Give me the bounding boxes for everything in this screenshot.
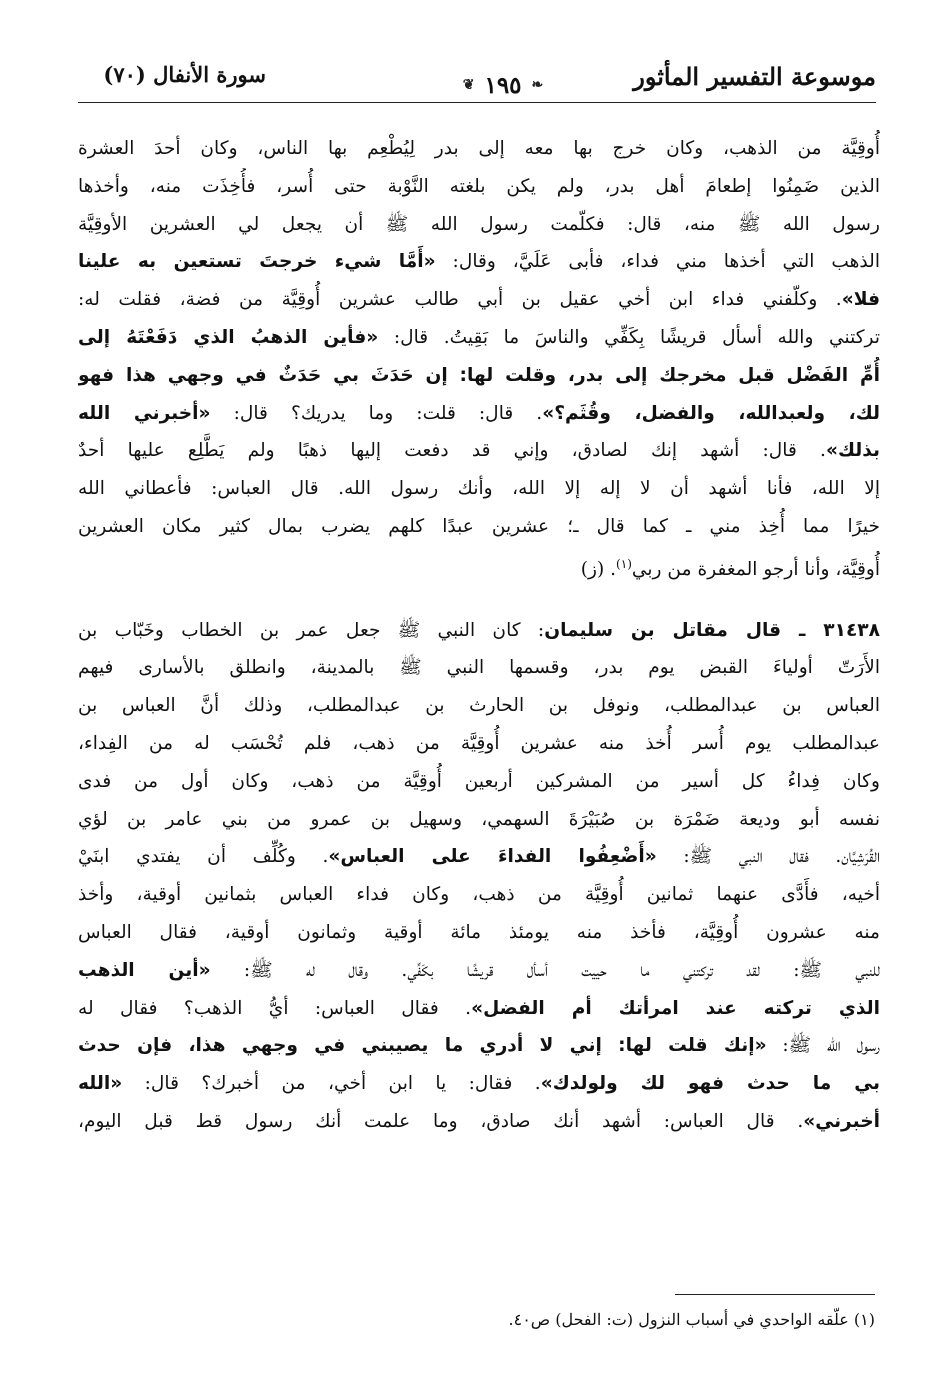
text-line: إلا الله، فأنا أشهد أن لا إله إلا الله، وأنك رسول الله. قال العباس: فأعطاني الله	[78, 478, 880, 500]
book-title: موسوعة التفسير المأثور	[633, 62, 876, 91]
hadith-quote: «فأين الذهبُ الذي دَفَعْتَهُ إلى	[78, 326, 379, 348]
hadith-quote: لك، ولعبدالله، والفضل، وقُثَم؟»	[542, 402, 880, 424]
text-line: منه عشرون أُوقِيَّة، فأخذ منه يومئذ مائة أوقية وثمانون أوقية، فقال العباس	[78, 921, 880, 943]
text-line: عبدالمطلب يوم أُسر أُخذ منه عشرين أُوقِيَّة من ذهب، فلم تُحْسَب له من الفِداء،	[78, 732, 880, 754]
text-line: الأَرَتّ أولياءَ القبض يوم بدر، وقسمها النبي ﷺ بالمدينة، وانطلق بالأسارى فيهم	[78, 657, 880, 679]
hadith-quote: «أَضْعِفُوا الفداءَ على العباس»	[328, 846, 657, 868]
entry-number-and-source: ٣١٤٣٨ ـ قال مقاتل بن سليمان	[544, 619, 880, 641]
footnote: (١) علّقه الواحدي في أسباب النزول (ت: الفحل) ص٤٠.	[508, 1310, 875, 1329]
text-line	[78, 357, 880, 395]
paragraph-2	[78, 612, 880, 1141]
surah-title: سورة الأنفال (٧٠)	[103, 62, 266, 87]
ornament-left-icon: ❦	[462, 77, 475, 93]
text-line: الذين ضَمِنُوا إطعامَ أهل بدر، ولم يكن بلغته النَّوْبة حتى أُسر، فأُخِذَت منه، وأخذها	[78, 175, 880, 197]
text-line: رسول الله ﷺ: «إنك قلت لها: إني لا أدري ما يصيبني في وجهي هذا، فإن حدث	[78, 1035, 880, 1057]
paragraph-1	[78, 130, 880, 584]
header-rule	[78, 102, 876, 103]
text-line: تركتني والله أسأل قريشًا بِكَفِّي والناسَ ما بَقِيتُ. قال: «فأين الذهبُ الذي دَفَعْتَهُ إلى	[78, 326, 880, 348]
text-line: رسول الله ﷺ منه، قال: فكلّمت رسول الله ﷺ أن يجعل لي العشرين الأوقِيَّة	[78, 213, 880, 235]
text-line: العباس بن عبدالمطلب، ونوفل بن الحارث بن عبدالمطلب، وذلك أنَّ العباس بن	[78, 695, 880, 717]
text-line: نفسه أبو وديعة ضَمْرَة بن صُبَيْرَةَ السهمي، وسهيل بن عمرو من بني عامر بن لؤي	[78, 808, 880, 830]
ornament-right-icon: ❧	[531, 77, 544, 93]
text-line: ٣١٤٣٨ ـ قال مقاتل بن سليمان: كان النبي ﷺ جعل عمر بن الخطاب وخَبّاب بن	[78, 619, 880, 641]
hadith-quote: «أخبرني الله	[78, 402, 211, 424]
hadith-quote: أُمِّ الفَضْل قبل مخرجك إلى بدر، وقلت لها: إن حَدَثَ بي حَدَثٌ في وجهي هذا فهو	[78, 364, 880, 386]
footnote-rule	[675, 1294, 875, 1295]
page-number-block	[433, 72, 573, 98]
text-line: الذي تركته عند امرأتك أم الفضل». فقال العباس: أيُّ الذهب؟ فقال له	[78, 997, 880, 1019]
text-line: وكان فِداءُ كل أسير من المشركين أربعين أُوقِيَّة من ذهب، وكان أول من فدى	[78, 770, 880, 792]
hadith-quote: «الله	[78, 1073, 123, 1095]
text-line: للنبي ﷺ: لقد تركتني ما حييت أسأل قريشًا بكَفِّي. وقال له ﷺ: «أين الذهب	[78, 959, 880, 981]
text-line: أخبرني». قال العباس: أشهد أنك صادق، وما علمت أنك رسول قط قبل اليوم،	[78, 1110, 880, 1132]
hadith-quote: فلا»	[841, 289, 880, 311]
text-line: الذهب التي أخذها مني فداء، فأبى عَلَيَّ، وقال: «أَمَّا شيء خرجتَ تستعين به علينا	[78, 251, 880, 273]
hadith-quote: «إنك قلت لها: إني لا أدري ما يصيبني في وجهي هذا، فإن حدث	[78, 1035, 767, 1057]
text-line: لك، ولعبدالله، والفضل، وقُثَم؟». قال: قلت: وما يدريك؟ قال: «أخبرني الله	[78, 402, 880, 424]
page-header	[78, 58, 876, 104]
hadith-quote: بي ما حدث فهو لك ولولدك»	[540, 1073, 880, 1095]
hadith-quote: «أين الذهب	[78, 959, 211, 981]
text-line: بي ما حدث فهو لك ولولدك». فقال: يا ابن أخي، من أخبرك؟ قال: «الله	[78, 1073, 880, 1095]
text-line: أُوقِيَّة من الذهب، وكان خرج بها معه إلى بدر لِيُطْعِم بها الناس، وكان أحدَ العشرة	[78, 138, 880, 159]
text-line: فلا». وكلّفني فداء ابن أخي عقيل بن أبي طالب عشرين أُوقِيَّة من فضة، فقلت له:	[78, 289, 880, 311]
text-line: خيرًا مما أُخِذ مني ـ كما قال ـ؛ عشرين عبدًا كلهم يضرب بمال كثير مكان العشرين	[78, 515, 880, 537]
hadith-quote: أخبرني»	[803, 1110, 880, 1132]
text-line: بذلك». قال: أشهد إنك لصادق، وإني قد دفعت إليها ذهبًا ولم يَطَّلِع عليها أحدٌ	[78, 440, 880, 462]
main-text	[78, 130, 880, 1141]
hadith-quote: «أَمَّا شيء خرجتَ تستعين به علينا	[78, 251, 436, 273]
page-number: ١٩٥	[484, 71, 522, 99]
text-line: القُرَشِيَّان. فقال النبي ﷺ: «أَضْعِفُوا الفداءَ على العباس». وكُلِّف أن يفتدي ابنَيْ	[78, 846, 880, 868]
footnote-marker[interactable]: (١)	[616, 556, 632, 571]
text-line: أُوقِيَّة، وأنا أرجو المغفرة من ربي$^{(١)}$. (ز)	[580, 556, 880, 580]
hadith-quote: الذي تركته عند امرأتك أم الفضل»	[471, 997, 880, 1019]
text-line: أخيه، فأَدَّى عنهما ثمانين أُوقِيَّة من ذهب، وكان فداء العباس بثمانين أوقية، وأخذ	[78, 884, 880, 906]
hadith-quote: بذلك»	[825, 440, 880, 462]
